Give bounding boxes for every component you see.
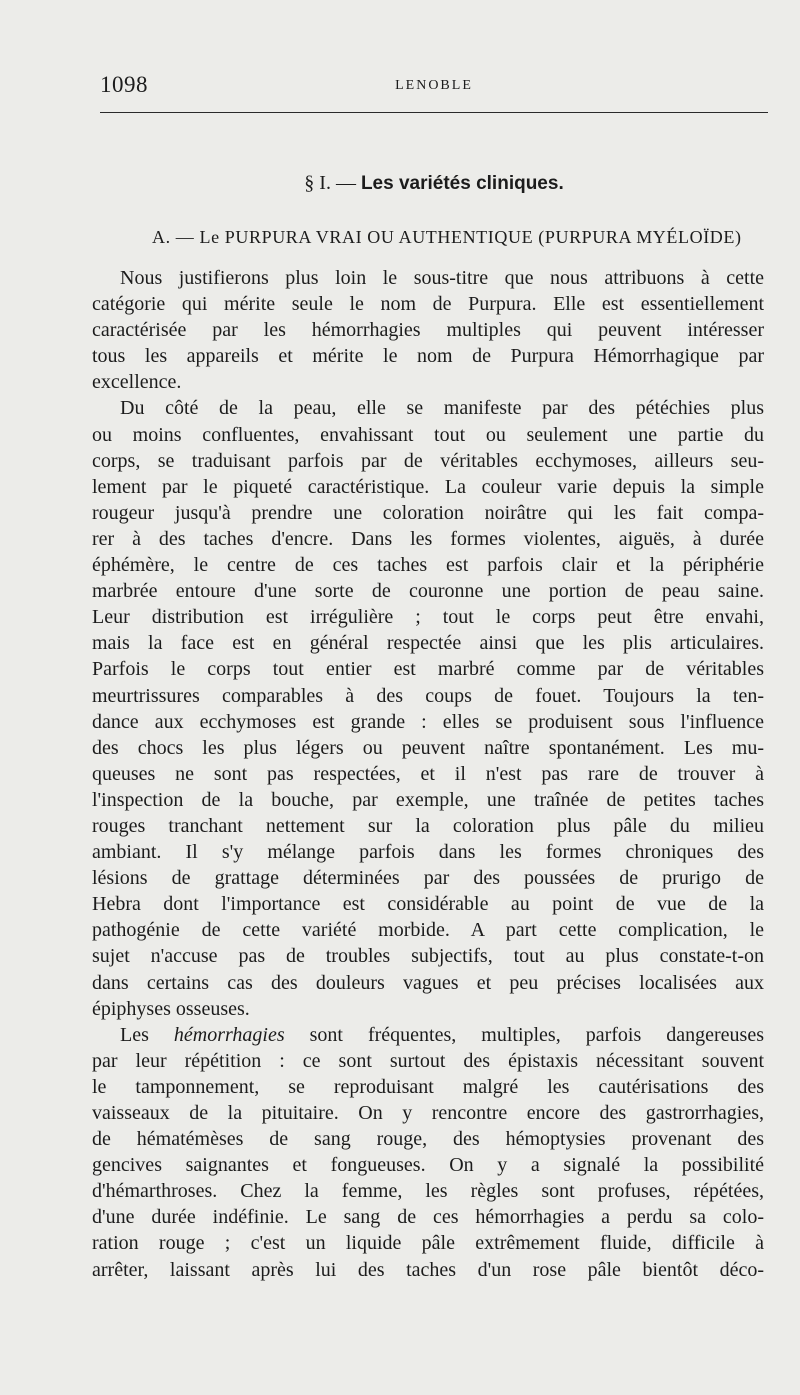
text-line: Du côté de la peau, elle se manifeste par des pétéchies plus — [120, 397, 764, 420]
text-line: Leur distribution est irrégulière ; tout le corps peut être envahi, — [92, 606, 764, 629]
text-line: par leur répétition : ce sont surtout des épistaxis nécessitant souvent — [92, 1049, 764, 1072]
text-line: épiphyses osseuses. — [92, 997, 250, 1020]
text-segment: sont fréquentes, multiples, parfois dangereuses — [284, 1023, 764, 1046]
text-line: rer à des taches d'encre. Dans les formes violentes, aiguës, à durée — [92, 527, 764, 550]
text-line: dance aux ecchymoses est grande : elles se produisent sous l'influence — [92, 710, 764, 733]
text-line: vaisseaux de la pituitaire. On y rencontre encore des gastrorrhagies, — [92, 1102, 764, 1124]
text-line: l'inspection de la bouche, par exemple, une traînée de petites taches — [92, 788, 764, 811]
text-line: sujet n'accuse pas de troubles subjectifs, tout au plus constate-t-on — [92, 945, 764, 968]
text-line: d'une durée indéfinie. Le sang de ces hémorrhagies a perdu sa colo- — [92, 1206, 764, 1229]
text-line: queuses ne sont pas respectées, et il n'est pas rare de trouver à — [92, 762, 764, 785]
text-line: ambiant. Il s'y mélange parfois dans les formes chroniques des — [92, 841, 764, 864]
text-line: ou moins confluentes, envahissant tout ou seulement une partie du — [92, 423, 764, 446]
text-line: Nous justifierons plus loin le sous-titre que nous attribuons à cette — [120, 267, 764, 289]
text-line: lésions de grattage déterminées par des poussées de prurigo de — [92, 867, 764, 890]
page-number: 1098 — [100, 72, 148, 97]
text-line: arrêter, laissant après lui des taches d'un rose pâle bientôt déco- — [92, 1258, 764, 1281]
text-line: Parfois le corps tout entier est marbré comme par de véritables — [92, 658, 764, 681]
page-header — [100, 72, 768, 102]
header-rule — [100, 112, 768, 113]
section-symbol: § I. — — [304, 172, 356, 194]
text-line-with-emphasis — [92, 1022, 764, 1048]
text-segment: Les — [120, 1023, 174, 1046]
text-line: mais la face est en général respectée ainsi que les plis articulaires. — [92, 632, 764, 655]
text-line: tous les appareils et mérite le nom de Purpura Hémorrhagique par — [92, 345, 764, 368]
text-line: catégorie qui mérite seule le nom de Purpura. Elle est essentiellement — [92, 293, 764, 316]
text-line: corps, se traduisant parfois par de véritables ecchymoses, ailleurs seu- — [92, 449, 764, 472]
section-heading: Les variétés cliniques. — [360, 173, 564, 194]
text-line: marbrée entoure d'une sorte de couronne une portion de peau saine. — [92, 580, 764, 603]
text-line: Hebra dont l'importance est considérable au point de vue de la — [92, 893, 764, 916]
body-text — [92, 265, 764, 1283]
section-title — [100, 172, 768, 195]
text-line: de hématémèses de sang rouge, des hémoptysies provenant des — [92, 1128, 764, 1151]
text-line: d'hémarthroses. Chez la femme, les règles sont profuses, répétées, — [92, 1180, 764, 1203]
text-line: caractérisée par les hémorrhagies multiples qui peuvent intéresser — [92, 319, 764, 342]
text-line: meurtrissures comparables à des coups de fouet. Toujours la ten- — [92, 684, 764, 707]
text-line: ration rouge ; c'est un liquide pâle extrêmement fluide, difficile à — [92, 1232, 764, 1255]
text-line: gencives saignantes et fongueuses. On y a signalé la possibilité — [92, 1154, 764, 1177]
text-line: pathogénie de cette variété morbide. A part cette complication, le — [92, 919, 764, 942]
text-line: dans certains cas des douleurs vagues et peu précises localisées aux — [92, 971, 764, 994]
text-line: éphémère, le centre de ces taches est parfois clair et la périphérie — [92, 554, 764, 577]
text-line: rougeur jusqu'à prendre une coloration noirâtre qui les fait compa- — [92, 501, 764, 524]
subsection-title: A. — Le PURPURA VRAI OU AUTHENTIQUE (PURPURA MYÉLOÏDE) — [152, 227, 742, 247]
running-head: LENOBLE — [395, 78, 473, 93]
text-line: rouges tranchant nettement sur la coloration plus pâle du milieu — [92, 814, 764, 837]
text-line: excellence. — [92, 371, 182, 394]
text-line: le tamponnement, se reproduisant malgré les cautérisations des — [92, 1075, 764, 1098]
emphasized-term: hémorrhagies — [173, 1023, 285, 1046]
text-line: des chocs les plus légers ou peuvent naître spontanément. Les mu- — [92, 736, 764, 759]
text-line: lement par le piqueté caractéristique. La couleur varie depuis la simple — [92, 475, 764, 498]
